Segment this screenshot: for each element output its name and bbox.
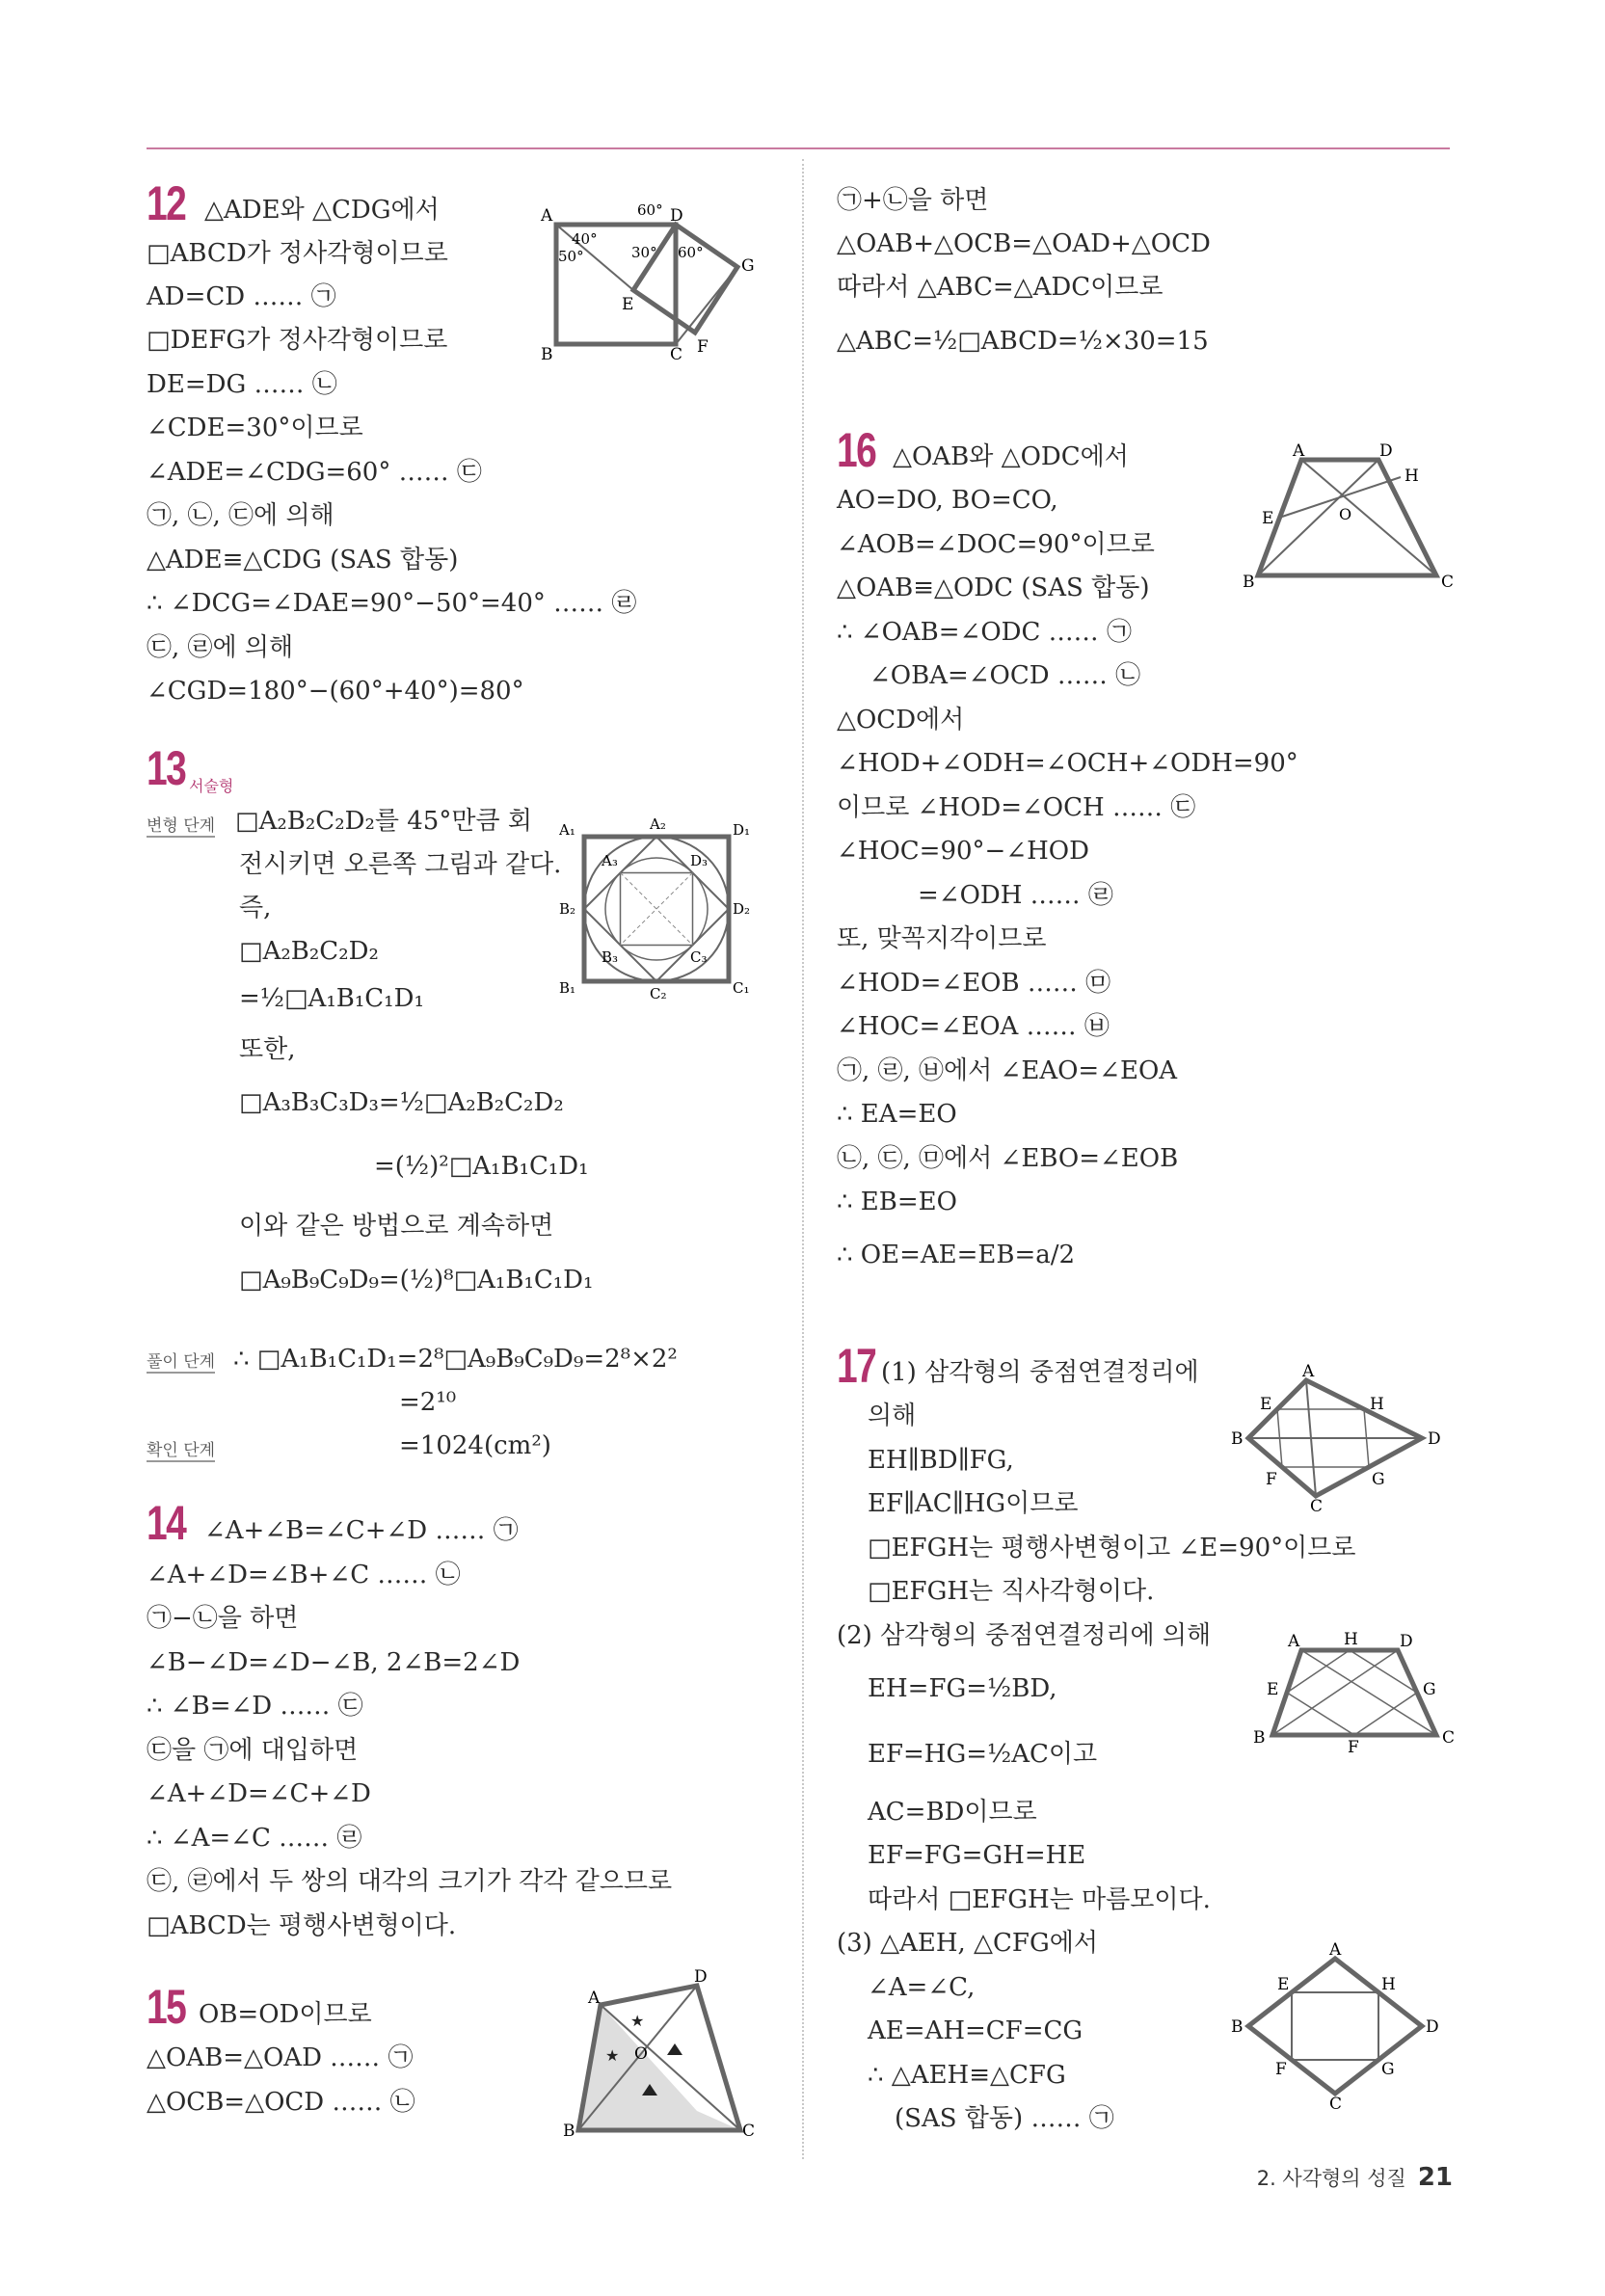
p13-line: □A₂B₂C₂D₂를 45°만큼 회 — [235, 807, 532, 836]
fig13-label: B₁ — [559, 979, 576, 997]
fig12-label: G — [741, 256, 755, 276]
fig13-label: D₂ — [733, 900, 751, 918]
column-divider — [802, 159, 804, 2159]
fig17a-label: D — [1428, 1429, 1441, 1449]
problem-number-17: 17 — [837, 1339, 876, 1393]
p13-line: 또한, — [239, 1035, 296, 1064]
fig17a-label: F — [1266, 1470, 1277, 1489]
p13-line: 전시키면 오른쪽 그림과 같다. — [239, 850, 562, 879]
p17-line: AE=AH=CF=CG — [868, 2016, 1083, 2045]
figure-13 — [559, 810, 762, 1002]
fig12-label: 30° — [631, 244, 657, 261]
fig17c-label: D — [1426, 2017, 1439, 2037]
fig17c-label: G — [1381, 2060, 1395, 2079]
fig17b-label: E — [1267, 1680, 1279, 1699]
p14-line: ∠B−∠D=∠D−∠B, 2∠B=2∠D — [147, 1648, 521, 1677]
p17-line: 의해 — [868, 1402, 917, 1430]
p15-cont-line: △OAB+△OCB=△OAD+△OCD — [837, 229, 1211, 258]
p16-line: ∠HOC=90°−∠HOD — [837, 837, 1089, 866]
p13-line: =1024(cm²) — [399, 1431, 551, 1460]
fig17b-label: B — [1253, 1728, 1266, 1748]
fig16-label: A — [1293, 441, 1305, 461]
fig13-label: D₃ — [690, 852, 709, 869]
problem-number-12: 12 — [147, 176, 186, 230]
footer-chapter: 2. 사각형의 성질 — [1256, 2167, 1406, 2190]
fig15-label: D — [694, 1967, 708, 1987]
fig17a-label: H — [1370, 1395, 1384, 1414]
p14-line: ∴ ∠A=∠C …… ㉣ — [147, 1824, 362, 1853]
p13-line: □A₂B₂C₂D₂ — [239, 937, 379, 966]
problem-number-13: 13 — [147, 741, 186, 795]
fig13-label: B₃ — [602, 948, 619, 966]
p16-line: ∠HOD+∠ODH=∠OCH+∠ODH=90° — [837, 749, 1298, 778]
p17-line: (SAS 합동) …… ㉠ — [895, 2104, 1114, 2133]
fig13-label: C₁ — [733, 979, 750, 997]
fig17b-label: G — [1423, 1680, 1436, 1699]
p17-line: (3) △AEH, △CFG에서 — [837, 1929, 1098, 1958]
header-rule — [147, 147, 1450, 149]
p16-line: ∴ EB=EO — [837, 1188, 957, 1216]
fig13-label: C₃ — [690, 948, 708, 966]
p16-line: ∠OBA=∠OCD …… ㉡ — [869, 661, 1141, 690]
fig13-label: A₁ — [559, 821, 575, 839]
p16-line: 또, 맞꼭지각이므로 — [837, 924, 1047, 953]
step-label: 변형 단계 — [147, 812, 215, 838]
triangle-mark — [667, 2043, 682, 2055]
p17-line: (1) 삼각형의 중점연결정리에 — [881, 1358, 1199, 1387]
p16-line: 이므로 ∠HOD=∠OCH …… ㉢ — [837, 793, 1196, 822]
p15-cont-line: △ABC=½□ABCD=½×30=15 — [837, 327, 1209, 356]
p12-line: ㉢, ㉣에 의해 — [147, 633, 294, 662]
p17-line: (2) 삼각형의 중점연결정리에 의해 — [837, 1621, 1212, 1650]
p12-line: △ADE≡△CDG (SAS 합동) — [147, 546, 459, 574]
fig12-label: 60° — [637, 201, 663, 219]
star-mark: ★ — [630, 2012, 645, 2030]
p13-line: 즉, — [239, 894, 272, 922]
p16-line: △OAB≡△ODC (SAS 합동) — [837, 574, 1150, 602]
p12-line: ∠CGD=180°−(60°+40°)=80° — [147, 677, 524, 706]
fig17a-label: B — [1231, 1429, 1244, 1449]
p17-line: □EFGH는 직사각형이다. — [868, 1577, 1155, 1606]
figure-15 — [557, 1947, 769, 2140]
fig12-label: A — [541, 206, 553, 226]
p15-line: △OAB=△OAD …… ㉠ — [147, 2043, 414, 2072]
p16-line: △OAB와 △ODC에서 — [893, 442, 1129, 471]
fig17c-label: H — [1381, 1975, 1396, 1994]
p16-line: ㉠, ㉣, ㉥에서 ∠EAO=∠EOA — [837, 1056, 1178, 1085]
p13-line: □A₃B₃C₃D₃=½□A₂B₂C₂D₂ — [239, 1088, 564, 1117]
p12-line: □DEFG가 정사각형이므로 — [147, 326, 448, 355]
p17-line: EF=HG=½AC이고 — [868, 1740, 1098, 1769]
fig16-label: H — [1404, 467, 1419, 486]
problem-number-16: 16 — [837, 423, 876, 477]
fig16-label: E — [1262, 509, 1274, 528]
fig17c-label: E — [1277, 1975, 1290, 1994]
fig12-label: D — [670, 206, 683, 226]
fig13-label: B₂ — [559, 900, 576, 918]
p12-line: ∠CDE=30°이므로 — [147, 414, 363, 442]
fig12-label: E — [622, 295, 634, 314]
p17-line: 따라서 □EFGH는 마름모이다. — [868, 1885, 1211, 1914]
fig17b-label: F — [1348, 1738, 1359, 1754]
figure-17c — [1229, 1937, 1460, 2111]
p14-line: ∴ ∠B=∠D …… ㉢ — [147, 1692, 363, 1721]
fig16-label: B — [1243, 573, 1255, 592]
p12-line: ㉠, ㉡, ㉢에 의해 — [147, 501, 334, 530]
step-label: 풀이 단계 — [147, 1348, 215, 1374]
fig17a-label: E — [1260, 1395, 1272, 1414]
fig12-label: F — [697, 337, 709, 357]
fig17b-label: C — [1442, 1728, 1456, 1748]
step-label: 확인 단계 — [147, 1436, 215, 1462]
p15-line: △OCB=△OCD …… ㉡ — [147, 2088, 415, 2117]
p12-line: ∠ADE=∠CDG=60° …… ㉢ — [147, 458, 482, 487]
p17-line: ∴ △AEH≡△CFG — [868, 2061, 1066, 2090]
fig17c-label: F — [1275, 2060, 1287, 2079]
p13-line: □A₉B₉C₉D₉=(½)⁸□A₁B₁C₁D₁ — [239, 1266, 594, 1295]
fig15-label: A — [588, 1989, 601, 2008]
p16-line: =∠ODH …… ㉣ — [918, 881, 1113, 910]
fig17c-label: C — [1329, 2095, 1343, 2111]
p14-line: ㉠−㉡을 하면 — [147, 1604, 299, 1633]
p17-line: EH=FG=½BD, — [868, 1674, 1057, 1703]
p17-line: EF∥AC∥HG이므로 — [868, 1489, 1079, 1518]
figure-17a — [1229, 1359, 1460, 1513]
p16-line: ∠AOB=∠DOC=90°이므로 — [837, 530, 1155, 559]
fig17a-label: A — [1302, 1362, 1315, 1381]
p12-line: ∴ ∠DCG=∠DAE=90°−50°=40° …… ㉣ — [147, 589, 637, 618]
fig16-label: D — [1379, 441, 1393, 461]
p16-line: ∴ EA=EO — [837, 1100, 957, 1129]
fig13-label: D₁ — [733, 821, 751, 839]
p12-line: □ABCD가 정사각형이므로 — [147, 239, 448, 268]
fig12-label: 50° — [558, 248, 584, 265]
p16-line: △OCD에서 — [837, 706, 965, 734]
p14-line: ㉢, ㉣에서 두 쌍의 대각의 크기가 각각 같으므로 — [147, 1867, 673, 1896]
fig12-label: 60° — [678, 244, 704, 261]
figure-12 — [535, 198, 766, 371]
fig17b-label: H — [1344, 1630, 1358, 1649]
problem-number-14: 14 — [147, 1496, 186, 1550]
p17-line: EH∥BD∥FG, — [868, 1446, 1014, 1475]
p16-line: ∴ ∠OAB=∠ODC …… ㉠ — [837, 618, 1132, 647]
p16-line: ㉡, ㉢, ㉤에서 ∠EBO=∠EOB — [837, 1144, 1179, 1173]
fig16-label: O — [1339, 505, 1352, 523]
p15-cont-line: ㉠+㉡을 하면 — [837, 186, 989, 215]
figure-16 — [1239, 439, 1470, 593]
p15-cont-line: 따라서 △ABC=△ADC이므로 — [837, 273, 1164, 302]
p16-line: AO=DO, BO=CO, — [837, 486, 1058, 515]
p17-line: AC=BD이므로 — [868, 1798, 1037, 1827]
fig13-label: A₂ — [650, 815, 666, 833]
p15-line: OB=OD이므로 — [199, 2000, 372, 2029]
fig17b-label: D — [1400, 1632, 1413, 1651]
p13-line: =2¹⁰ — [399, 1388, 457, 1417]
fig17a-label: C — [1310, 1497, 1324, 1513]
p12-line: DE=DG …… ㉡ — [147, 370, 337, 399]
p12-line: AD=CD …… ㉠ — [147, 282, 336, 311]
p16-line: ∴ OE=AE=EB=a/2 — [837, 1241, 1076, 1269]
fig13-label: C₂ — [650, 985, 667, 1002]
p14-line: ∠A+∠B=∠C+∠D …… ㉠ — [204, 1516, 519, 1545]
p17-line: EF=FG=GH=HE — [868, 1841, 1086, 1870]
p17-line: ∠A=∠C, — [868, 1973, 976, 2002]
fig17a-label: G — [1372, 1470, 1385, 1489]
p13-line: ∴ □A₁B₁C₁D₁=2⁸□A₉B₉C₉D₉=2⁸×2² — [233, 1345, 678, 1374]
star-mark: ★ — [605, 2046, 620, 2065]
fig15-label: O — [634, 2044, 648, 2064]
p13-line: =(½)²□A₁B₁C₁D₁ — [374, 1152, 589, 1181]
figure-17b — [1253, 1629, 1465, 1754]
p13-line: 이와 같은 방법으로 계속하면 — [239, 1212, 554, 1241]
page-number: 21 — [1417, 2163, 1453, 2192]
fig17c-label: A — [1329, 1940, 1342, 1960]
p17-line: □EFGH는 평행사변형이고 ∠E=90°이므로 — [868, 1534, 1356, 1562]
problem-number-15: 15 — [147, 1980, 186, 2034]
page-footer — [1257, 2163, 1453, 2192]
p12-line: △ADE와 △CDG에서 — [204, 196, 440, 225]
p16-line: ∠HOC=∠EOA …… ㉥ — [837, 1012, 1110, 1041]
fig12-label: 40° — [572, 230, 598, 248]
fig13-label: A₃ — [602, 852, 618, 869]
p13-line: =½□A₁B₁C₁D₁ — [239, 984, 424, 1013]
fig12-label: B — [541, 345, 553, 364]
p14-line: ∠A+∠D=∠B+∠C …… ㉡ — [147, 1561, 461, 1589]
p16-line: ∠HOD=∠EOB …… ㉤ — [837, 969, 1111, 998]
p14-line: □ABCD는 평행사변형이다. — [147, 1911, 457, 1940]
fig17c-label: B — [1231, 2017, 1244, 2037]
fig15-label: C — [742, 2122, 756, 2140]
problem-tag: 서술형 — [189, 777, 234, 795]
fig17b-label: A — [1288, 1632, 1300, 1651]
p14-line: ㉢을 ㉠에 대입하면 — [147, 1736, 359, 1765]
fig12-label: C — [670, 345, 683, 364]
fig16-label: C — [1441, 573, 1455, 592]
fig15-label: B — [563, 2122, 575, 2140]
p14-line: ∠A+∠D=∠C+∠D — [147, 1779, 371, 1808]
